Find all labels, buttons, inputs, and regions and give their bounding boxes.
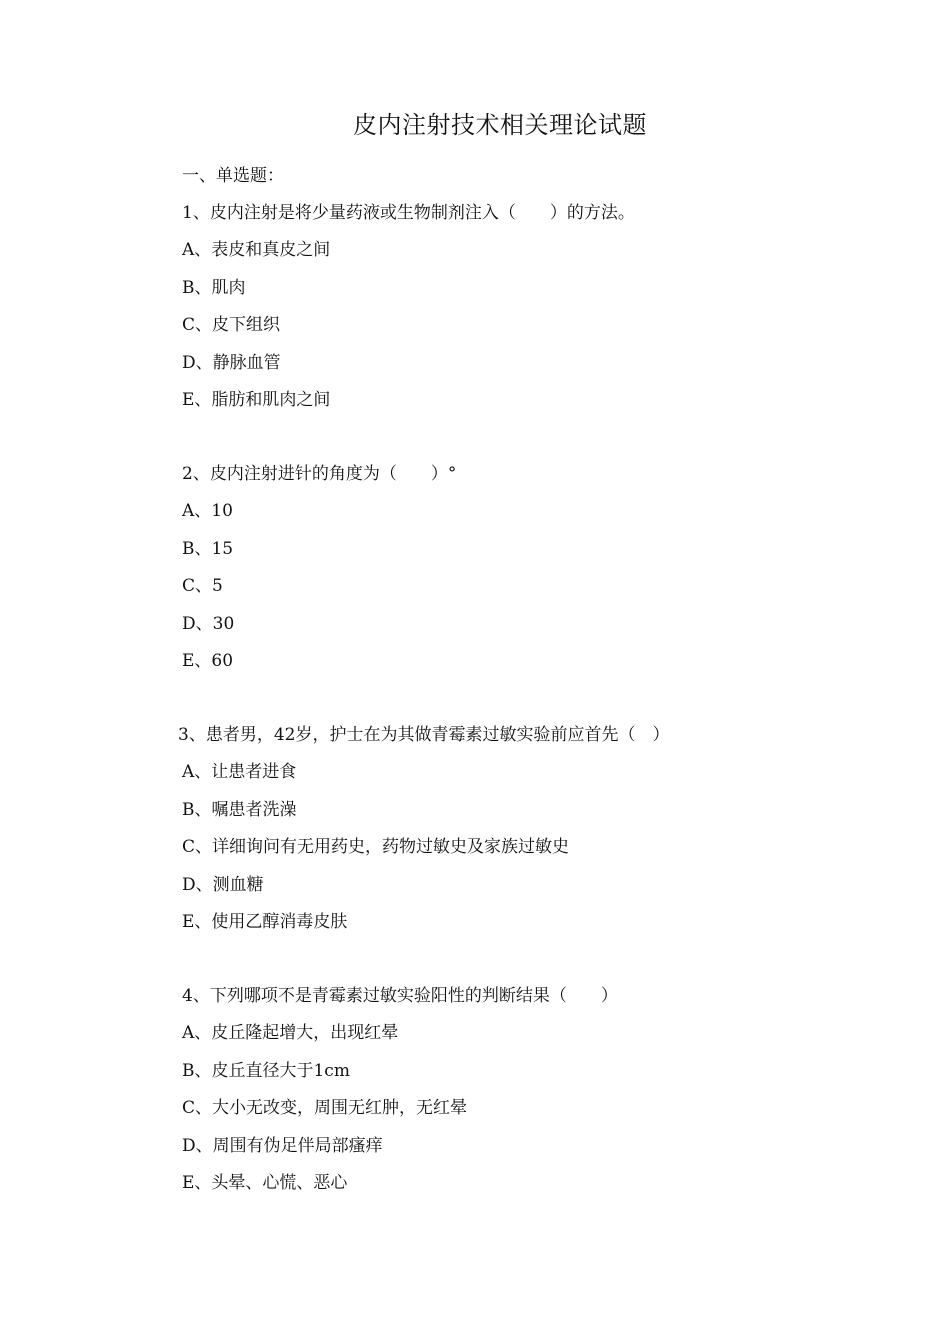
option-a: A、表皮和真皮之间 bbox=[182, 240, 331, 261]
question-3 bbox=[178, 721, 822, 945]
option-c: C、5 bbox=[182, 576, 223, 597]
question-text: 1、皮内注射是将少量药液或生物制剂注入（ ）的方法。 bbox=[182, 203, 635, 223]
option-e: E、头晕、心慌、恶心 bbox=[182, 1172, 348, 1193]
question-4 bbox=[182, 982, 822, 1206]
option-a: A、让患者进食 bbox=[182, 762, 297, 783]
question-2 bbox=[182, 460, 822, 684]
option-b: B、皮丘直径大于1cm bbox=[182, 1060, 350, 1081]
question-1 bbox=[182, 199, 822, 423]
option-b: B、嘱患者洗澡 bbox=[182, 799, 297, 820]
option-a: A、10 bbox=[182, 501, 233, 522]
question-text: 4、下列哪项不是青霉素过敏实验阳性的判断结果（ ） bbox=[182, 986, 618, 1006]
option-d: D、测血糖 bbox=[182, 874, 264, 895]
option-b: B、肌肉 bbox=[182, 277, 246, 298]
question-text: 3、患者男，42岁，护士在为其做青霉素过敏实验前应首先（ ） bbox=[178, 725, 670, 745]
option-c: C、详细询问有无用药史，药物过敏史及家族过敏史 bbox=[182, 837, 570, 858]
question-text: 2、皮内注射进针的角度为（ ）° bbox=[182, 464, 457, 484]
option-a: A、皮丘隆起增大，出现红晕 bbox=[182, 1023, 399, 1044]
option-d: D、静脉血管 bbox=[182, 352, 281, 373]
option-e: E、脂肪和肌肉之间 bbox=[182, 389, 331, 410]
option-b: B、15 bbox=[182, 538, 234, 559]
option-c: C、大小无改变，周围无红肿，无红晕 bbox=[182, 1098, 468, 1119]
option-d: D、30 bbox=[182, 613, 235, 634]
section-heading: 一、单选题： bbox=[182, 166, 284, 186]
option-d: D、周围有伪足伴局部瘙痒 bbox=[182, 1135, 383, 1156]
page-title: 皮内注射技术相关理论试题 bbox=[353, 111, 647, 139]
option-e: E、60 bbox=[182, 650, 234, 671]
option-e: E、使用乙醇消毒皮肤 bbox=[182, 911, 348, 932]
option-c: C、皮下组织 bbox=[182, 315, 281, 336]
